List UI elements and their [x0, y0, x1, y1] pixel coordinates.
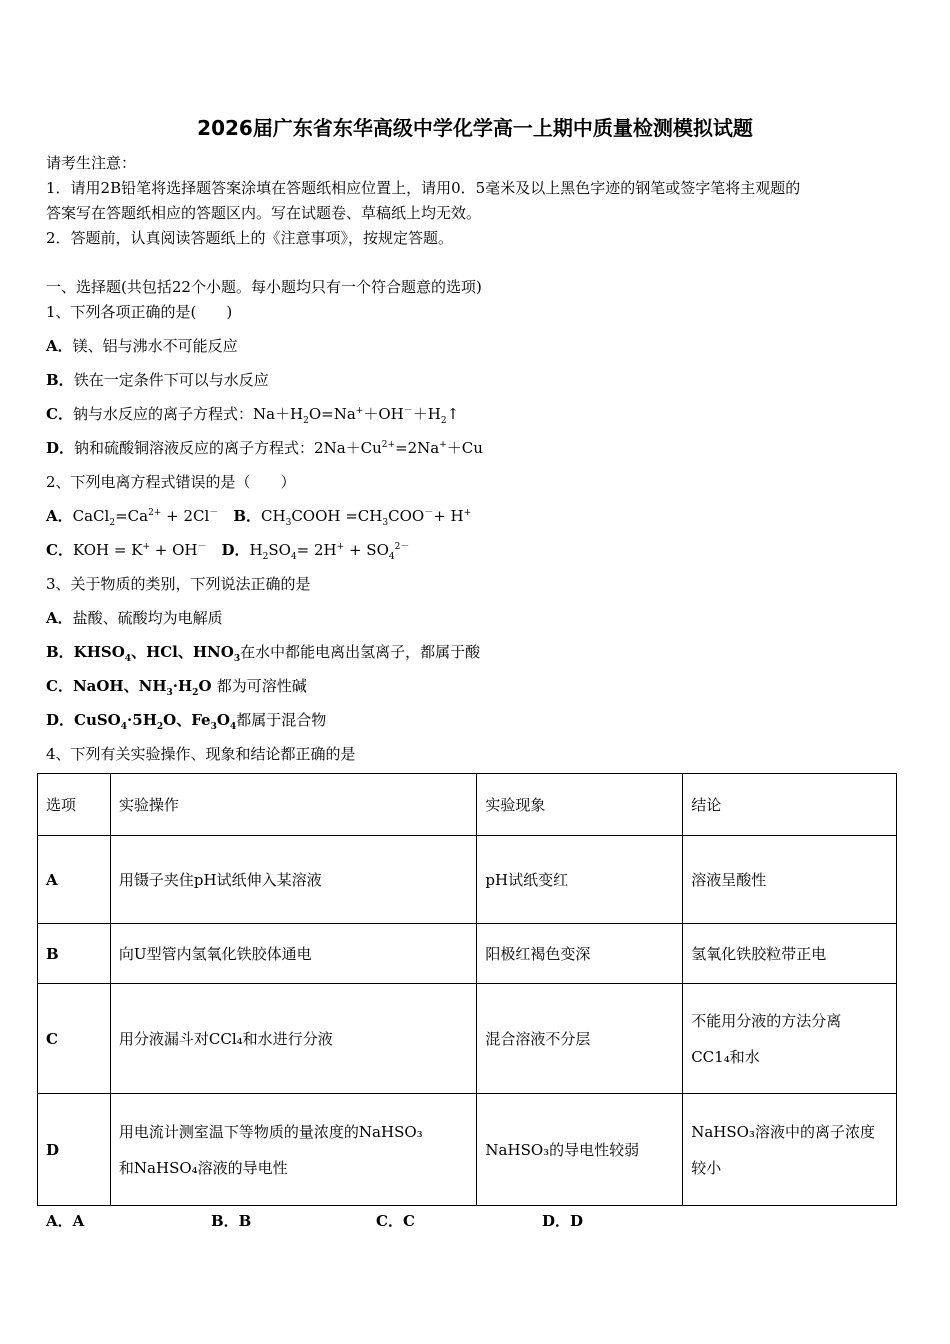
q1-option-c: C．钠与水反应的离子方程式：$Na+H_2O=Na^++OH^-+H_2↑$ [46, 405, 460, 426]
q4-choice-a: A．A [46, 1212, 85, 1230]
section-heading: 一、选择题(共包括22个小题。每小题均只有一个符合题意的选项) [46, 278, 482, 296]
q3-option-c: C．NaOH、$NH_3\cdot H_2O$ 都为可溶性碱 [46, 677, 307, 698]
q3-option-b-text: 在水中都能电离出氢离子，都属于酸 [240, 643, 481, 661]
header-conclusion: 结论 [683, 774, 897, 836]
row-c-option: C [38, 984, 111, 1094]
q3-stem: 3、关于物质的类别，下列说法正确的是 [46, 575, 311, 593]
q2-options-ab: A．$CaCl_2=Ca^{2+} + 2Cl^-$ B．$CH_3COOH =CH_3COO^-+ H^+$ [46, 507, 472, 528]
table-header-row [38, 774, 897, 836]
q2-stem: 2、下列电离方程式错误的是（ ） [46, 473, 296, 491]
q1-option-d-text: 钠和硫酸铜溶液反应的离子方程式： [74, 439, 315, 457]
q1-option-b-text: 铁在一定条件下可以与水反应 [73, 371, 269, 389]
header-operation: 实验操作 [110, 774, 477, 836]
q4-stem: 4、下列有关实验操作、现象和结论都正确的是 [46, 745, 356, 763]
q2-options-cd: C．KOH = K+ + OH－ D．$H_2SO_4= 2H^+ + SO_4^{2-}$ [46, 541, 410, 562]
row-c-phenomenon: 混合溶液不分层 [477, 984, 683, 1094]
q4-choice-d: D．D [542, 1212, 584, 1230]
row-a-option: A [38, 836, 111, 924]
table-row [38, 984, 897, 1094]
header-option: 选项 [38, 774, 111, 836]
row-c-conclusion-line2: CC1₄和水 [691, 1047, 760, 1066]
row-c-conclusion [683, 984, 897, 1094]
notice-item-1-cont: 答案写在答题纸相应的答题区内。写在试题卷、草稿纸上均无效。 [46, 204, 482, 222]
q1-option-d: D．钠和硫酸铜溶液反应的离子方程式：$2Na+Cu^{2+}=2Na^++Cu$ [46, 439, 483, 457]
q3-option-d: D．$CuSO_4\cdot 5H_2O$、$Fe_3O_4$都属于混合物 [46, 711, 327, 732]
row-a-phenomenon: pH试纸变红 [477, 836, 683, 924]
row-d-phenomenon: NaHSO₃的导电性较弱 [477, 1094, 683, 1206]
table-row [38, 1094, 897, 1206]
table-row [38, 924, 897, 984]
q3-option-d-text: 都属于混合物 [236, 711, 327, 729]
row-d-conclusion-line2: 较小 [691, 1158, 722, 1177]
row-a-conclusion: 溶液呈酸性 [683, 836, 897, 924]
q1-option-a-text: 镁、铝与沸水不可能反应 [72, 337, 238, 355]
q3-option-a: A．盐酸、硫酸均为电解质 [46, 609, 223, 627]
q1-option-b: B．铁在一定条件下可以与水反应 [46, 371, 269, 389]
q1-option-a: A．镁、铝与沸水不可能反应 [46, 337, 238, 355]
table-row [38, 836, 897, 924]
q1-option-c-text: 钠与水反应的离子方程式： [72, 405, 253, 423]
row-d-conclusion [683, 1094, 897, 1206]
row-d-operation [110, 1094, 477, 1206]
q3-option-b: B．$KHSO_4$、HCl、$HNO_3$在水中都能电离出氢离子，都属于酸 [46, 643, 481, 664]
q3-option-a-text: 盐酸、硫酸均为电解质 [72, 609, 223, 627]
row-d-option: D [38, 1094, 111, 1206]
row-b-option: B [38, 924, 111, 984]
notice-item-2: 2．答题前，认真阅读答题纸上的《注意事项》，按规定答题。 [46, 229, 454, 247]
q1-stem: 1、下列各项正确的是( ) [46, 303, 233, 321]
q4-choice-c: C．C [376, 1212, 415, 1230]
row-d-operation-line1: 用电流计测室温下等物质的量浓度的NaHSO₃ [118, 1122, 423, 1141]
row-c-conclusion-line1: 不能用分液的方法分离 [691, 1011, 842, 1030]
row-b-phenomenon: 阳极红褐色变深 [477, 924, 683, 984]
row-a-operation: 用镊子夹住pH试纸伸入某溶液 [110, 836, 477, 924]
experiment-table [37, 773, 897, 1206]
row-b-conclusion: 氢氧化铁胶粒带正电 [683, 924, 897, 984]
row-c-operation: 用分液漏斗对CCl₄和水进行分液 [110, 984, 477, 1094]
notice-heading: 请考生注意： [46, 154, 137, 172]
q3-option-c-text: 都为可溶性碱 [216, 677, 307, 695]
row-b-operation: 向U型管内氢氧化铁胶体通电 [110, 924, 477, 984]
q4-choice-b: B．B [211, 1212, 252, 1230]
notice-item-1: 1．请用2B铅笔将选择题答案涂填在答题纸相应位置上，请用0．5毫米及以上黑色字迹的钢笔或签字笔将主观题的 [46, 179, 801, 197]
row-d-operation-line2: 和NaHSO₄溶液的导电性 [118, 1158, 288, 1177]
header-phenomenon: 实验现象 [477, 774, 683, 836]
row-d-conclusion-line1: NaHSO₃溶液中的离子浓度 [691, 1122, 875, 1141]
page-title: 2026届广东省东华高级中学化学高一上期中质量检测模拟试题 [197, 116, 753, 140]
